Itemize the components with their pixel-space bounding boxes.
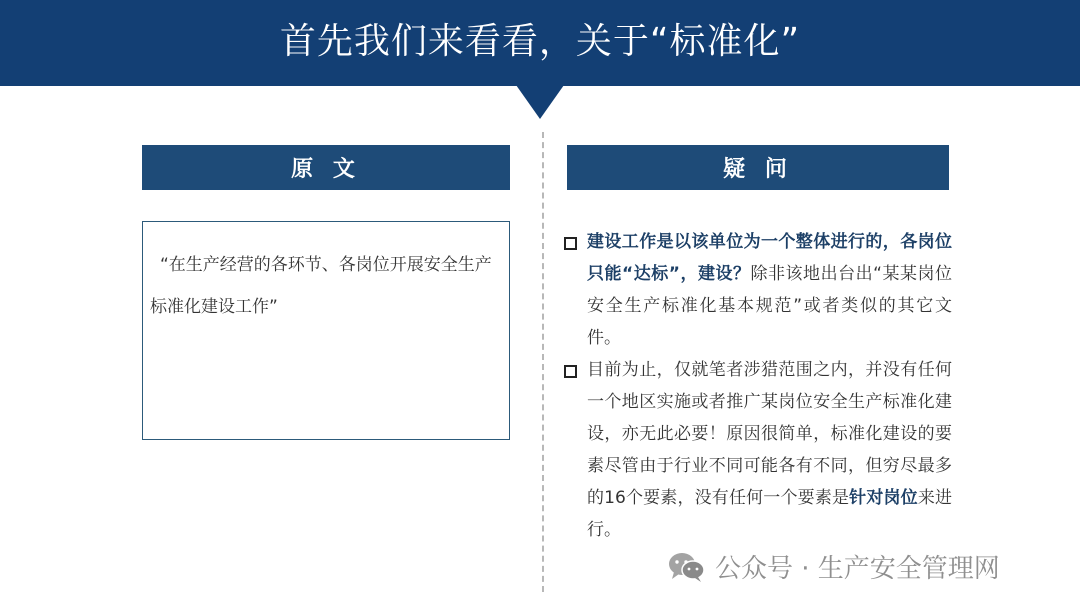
questions-header: 疑 问 (567, 145, 949, 190)
wechat-icon (667, 551, 707, 583)
watermark-text: 公众号 · 生产安全管理网 (715, 554, 1000, 584)
quote-text: “在生产经营的各环节、各岗位开展安全生产标准化建设工作” (150, 255, 492, 317)
emphasis-tail: 针对岗位 (849, 488, 918, 508)
dashed-divider (542, 132, 544, 592)
quote-box (142, 221, 510, 440)
body-tail: 来进行。 (587, 488, 952, 540)
original-text-header: 原 文 (142, 145, 510, 190)
emphasis-text: 建设工作是以该单位为一个整体进行的，各岗位只能“达标”，建设？ (587, 232, 952, 284)
slide-title: 首先我们来看看，关于“标准化” (279, 21, 801, 62)
top-banner (0, 0, 1080, 86)
question-text (587, 226, 952, 354)
watermark (667, 548, 1000, 585)
body-text: 除非该地出台出“某某岗位安全生产标准化基本规范”或者类似的其它文件。 (587, 264, 952, 348)
question-list (562, 226, 952, 546)
body-text: 目前为止，仅就笔者涉猎范围之内，并没有任何一个地区实施或者推广某岗位安全生产标准化建设，亦无此必要！原因很简单，标准化建设的要素尽管由于行业不同可能各有不同，但穷尽最多的16个要素，没有任何一个要素是 (587, 360, 952, 508)
question-text (587, 354, 952, 546)
list-item (562, 354, 952, 546)
list-item (562, 226, 952, 354)
banner-pointer (516, 85, 564, 119)
square-bullet-icon (564, 365, 577, 378)
square-bullet-icon (564, 237, 577, 250)
